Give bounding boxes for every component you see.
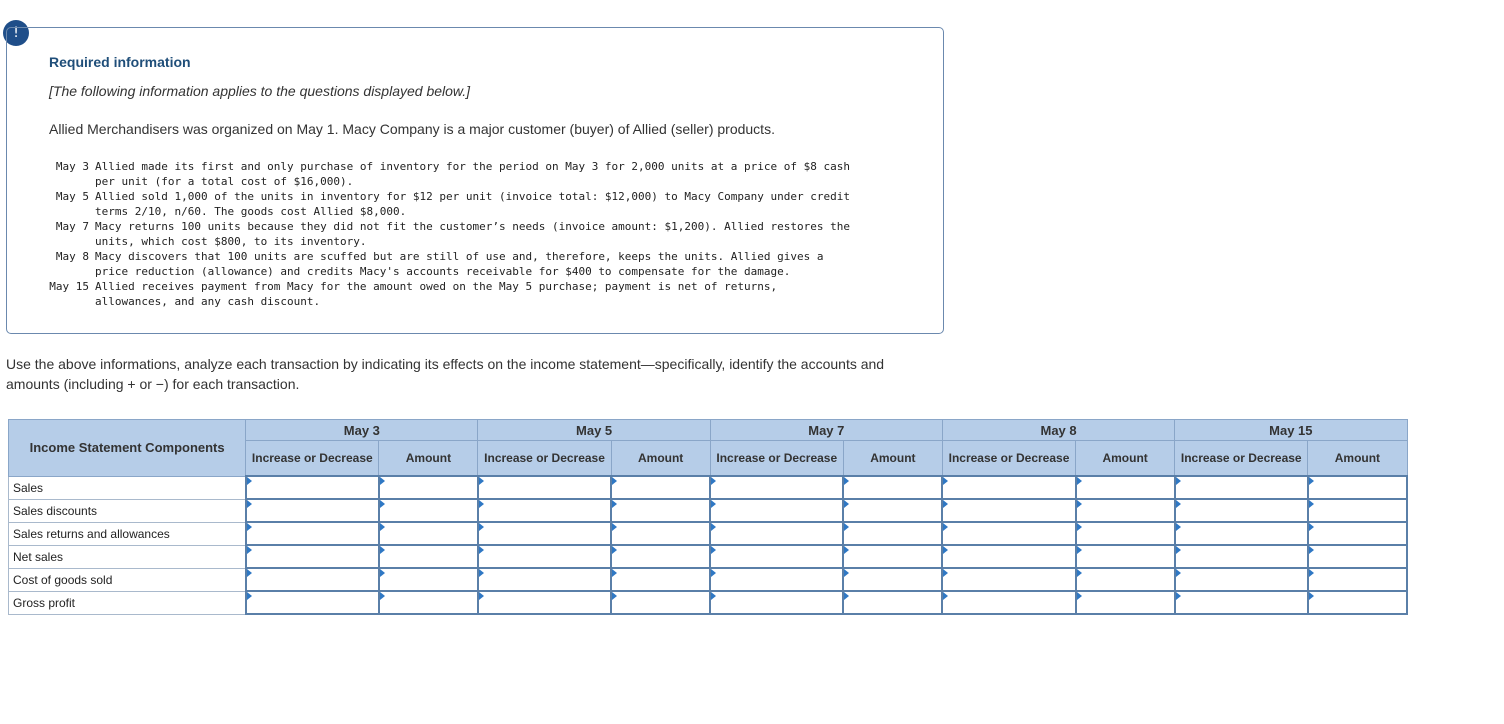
- dropdown-marker-icon: [1176, 477, 1181, 485]
- dropdown-marker-icon: [612, 523, 617, 531]
- row-label: Sales returns and allowances: [9, 522, 246, 545]
- amount-input[interactable]: [612, 547, 709, 566]
- amount-input[interactable]: [380, 570, 477, 589]
- dropdown-marker-icon: [711, 546, 716, 554]
- table-row: [9, 522, 1408, 545]
- dropdown-marker-icon: [943, 546, 948, 554]
- increase-decrease-select-cell[interactable]: [246, 499, 379, 522]
- amount-input-cell[interactable]: [379, 545, 478, 568]
- dropdown-marker-icon: [1309, 523, 1314, 531]
- amount-input[interactable]: [844, 593, 941, 612]
- dropdown-marker-icon: [1309, 477, 1314, 485]
- dropdown-marker-icon: [844, 477, 849, 485]
- increase-decrease-select-cell[interactable]: [1175, 545, 1308, 568]
- dropdown-marker-icon: [943, 592, 948, 600]
- row-label: Sales: [9, 476, 246, 499]
- amount-input[interactable]: [844, 570, 941, 589]
- increase-decrease-select-cell[interactable]: [942, 476, 1075, 499]
- increase-decrease-select[interactable]: [247, 593, 378, 612]
- increase-decrease-select[interactable]: [711, 501, 842, 520]
- dropdown-marker-icon: [612, 592, 617, 600]
- increase-decrease-select-cell[interactable]: [478, 476, 611, 499]
- table-row: [9, 499, 1408, 522]
- increase-decrease-select[interactable]: [1176, 593, 1307, 612]
- amount-input[interactable]: [1077, 593, 1174, 612]
- increase-decrease-select-cell[interactable]: [942, 591, 1075, 614]
- transaction-description-line: price reduction (allowance) and credits Macy's accounts receivable for $400 to compensate for the damage.: [95, 265, 791, 278]
- transaction-item: [49, 219, 909, 249]
- required-information-panel: [6, 27, 944, 334]
- dropdown-marker-icon: [1077, 477, 1082, 485]
- increase-decrease-select-cell[interactable]: [1175, 568, 1308, 591]
- increase-decrease-select-cell[interactable]: [942, 568, 1075, 591]
- amount-input[interactable]: [1309, 478, 1406, 497]
- amount-input-cell[interactable]: [843, 522, 942, 545]
- increase-decrease-select[interactable]: [479, 501, 610, 520]
- transaction-date: May 7: [55, 220, 89, 233]
- amount-header: Amount: [1076, 441, 1175, 477]
- amount-input-cell[interactable]: [843, 499, 942, 522]
- amount-input-cell[interactable]: [843, 545, 942, 568]
- increase-decrease-select-cell[interactable]: [478, 499, 611, 522]
- dropdown-marker-icon: [612, 569, 617, 577]
- transaction-item: [49, 279, 909, 309]
- increase-or-decrease-header: Increase or Decrease: [478, 441, 611, 477]
- increase-decrease-select[interactable]: [711, 524, 842, 543]
- increase-decrease-select[interactable]: [479, 524, 610, 543]
- dropdown-marker-icon: [479, 592, 484, 600]
- amount-input-cell[interactable]: [379, 499, 478, 522]
- amount-input[interactable]: [844, 547, 941, 566]
- row-label: Net sales: [9, 545, 246, 568]
- dropdown-marker-icon: [711, 569, 716, 577]
- dropdown-marker-icon: [943, 569, 948, 577]
- dropdown-marker-icon: [612, 477, 617, 485]
- dropdown-marker-icon: [247, 523, 252, 531]
- amount-input[interactable]: [844, 478, 941, 497]
- amount-input-cell[interactable]: [1308, 476, 1407, 499]
- date-column-header: May 15: [1175, 420, 1407, 441]
- row-label: Sales discounts: [9, 499, 246, 522]
- increase-or-decrease-header: Increase or Decrease: [246, 441, 379, 477]
- dropdown-marker-icon: [247, 546, 252, 554]
- instruction-text: Use the above informations, analyze each transaction by indicating its effects on the income statement—specifically, identify the accounts and amounts (including + or −) for each transaction.: [6, 356, 885, 392]
- amount-input[interactable]: [1309, 570, 1406, 589]
- increase-decrease-select-cell[interactable]: [478, 568, 611, 591]
- amount-input-cell[interactable]: [1076, 545, 1175, 568]
- amount-input[interactable]: [1309, 547, 1406, 566]
- amount-input[interactable]: [612, 478, 709, 497]
- transaction-description: [95, 219, 909, 249]
- amount-input[interactable]: [612, 524, 709, 543]
- increase-decrease-select-cell[interactable]: [710, 568, 843, 591]
- increase-decrease-select[interactable]: [943, 570, 1074, 589]
- dropdown-marker-icon: [380, 592, 385, 600]
- increase-decrease-select[interactable]: [479, 570, 610, 589]
- amount-input-cell[interactable]: [611, 568, 710, 591]
- dropdown-marker-icon: [612, 500, 617, 508]
- table-row: [9, 545, 1408, 568]
- table-row: [9, 568, 1408, 591]
- increase-decrease-select-cell[interactable]: [246, 568, 379, 591]
- table-row: [9, 476, 1408, 499]
- dropdown-marker-icon: [1176, 546, 1181, 554]
- amount-input[interactable]: [1309, 524, 1406, 543]
- dropdown-marker-icon: [247, 592, 252, 600]
- amount-input-cell[interactable]: [843, 591, 942, 614]
- dropdown-marker-icon: [1309, 500, 1314, 508]
- amount-input[interactable]: [380, 593, 477, 612]
- dropdown-marker-icon: [380, 569, 385, 577]
- amount-input-cell[interactable]: [379, 568, 478, 591]
- amount-input-cell[interactable]: [611, 499, 710, 522]
- dropdown-marker-icon: [943, 500, 948, 508]
- increase-decrease-select[interactable]: [943, 478, 1074, 497]
- amount-input-cell[interactable]: [843, 476, 942, 499]
- transaction-description-line: terms 2/10, n/60. The goods cost Allied $8,000.: [95, 205, 407, 218]
- dropdown-marker-icon: [1309, 569, 1314, 577]
- dropdown-marker-icon: [479, 477, 484, 485]
- dropdown-marker-icon: [844, 523, 849, 531]
- transaction-date: May 15: [49, 280, 89, 293]
- required-information-title: Required information: [49, 54, 191, 70]
- increase-decrease-select-cell[interactable]: [942, 499, 1075, 522]
- amount-input[interactable]: [844, 501, 941, 520]
- income-statement-components-header: Income Statement Components: [9, 420, 246, 477]
- transaction-description-line: allowances, and any cash discount.: [95, 295, 321, 308]
- increase-decrease-select-cell[interactable]: [246, 545, 379, 568]
- transaction-item: [49, 249, 909, 279]
- transaction-description-line: units, which cost $800, to its inventory.: [95, 235, 367, 248]
- amount-input-cell[interactable]: [1308, 522, 1407, 545]
- amount-header: Amount: [379, 441, 478, 477]
- dropdown-marker-icon: [380, 546, 385, 554]
- amount-input[interactable]: [380, 501, 477, 520]
- dropdown-marker-icon: [380, 477, 385, 485]
- increase-or-decrease-header: Increase or Decrease: [942, 441, 1075, 477]
- transaction-description-line: Macy returns 100 units because they did not fit the customer’s needs (invoice amount: $1,200). Allied restores the: [95, 220, 850, 233]
- increase-decrease-select[interactable]: [711, 547, 842, 566]
- amount-input[interactable]: [1077, 501, 1174, 520]
- increase-decrease-select-cell[interactable]: [1175, 499, 1308, 522]
- dropdown-marker-icon: [1077, 523, 1082, 531]
- increase-decrease-select-cell[interactable]: [1175, 476, 1308, 499]
- dropdown-marker-icon: [479, 523, 484, 531]
- dropdown-marker-icon: [479, 546, 484, 554]
- dropdown-marker-icon: [711, 592, 716, 600]
- transaction-description-line: Macy discovers that 100 units are scuffed but are still of use and, therefore, keeps the units. Allied gives a: [95, 250, 824, 263]
- amount-input[interactable]: [1077, 570, 1174, 589]
- amount-input[interactable]: [380, 524, 477, 543]
- amount-input-cell[interactable]: [1308, 545, 1407, 568]
- dropdown-marker-icon: [380, 500, 385, 508]
- amount-header: Amount: [611, 441, 710, 477]
- increase-decrease-select[interactable]: [247, 501, 378, 520]
- increase-decrease-select[interactable]: [711, 570, 842, 589]
- increase-decrease-select[interactable]: [1176, 501, 1307, 520]
- amount-input-cell[interactable]: [1076, 476, 1175, 499]
- increase-decrease-select-cell[interactable]: [478, 591, 611, 614]
- increase-decrease-select-cell[interactable]: [710, 545, 843, 568]
- increase-decrease-select-cell[interactable]: [246, 476, 379, 499]
- increase-decrease-select[interactable]: [1176, 547, 1307, 566]
- amount-input-cell[interactable]: [611, 522, 710, 545]
- amount-input-cell[interactable]: [843, 568, 942, 591]
- row-label: Cost of goods sold: [9, 568, 246, 591]
- transaction-date: May 5: [55, 190, 89, 203]
- increase-decrease-select-cell[interactable]: [246, 591, 379, 614]
- dropdown-marker-icon: [1176, 523, 1181, 531]
- dropdown-marker-icon: [380, 523, 385, 531]
- increase-or-decrease-header: Increase or Decrease: [1175, 441, 1308, 477]
- increase-decrease-select[interactable]: [479, 593, 610, 612]
- amount-input[interactable]: [1309, 501, 1406, 520]
- amount-header: Amount: [1308, 441, 1407, 477]
- date-column-header: May 8: [942, 420, 1174, 441]
- row-label: Gross profit: [9, 591, 246, 614]
- increase-decrease-select[interactable]: [943, 501, 1074, 520]
- increase-decrease-select[interactable]: [479, 478, 610, 497]
- transaction-list: [49, 159, 909, 309]
- dropdown-marker-icon: [247, 500, 252, 508]
- amount-input[interactable]: [1077, 478, 1174, 497]
- alert-icon: !: [3, 20, 29, 46]
- transaction-description-line: Allied receives payment from Macy for the amount owed on the May 5 purchase; payment is net of returns,: [95, 280, 778, 293]
- increase-decrease-select-cell[interactable]: [942, 545, 1075, 568]
- dropdown-marker-icon: [1077, 500, 1082, 508]
- table-row: [9, 591, 1408, 614]
- dropdown-marker-icon: [479, 500, 484, 508]
- dropdown-marker-icon: [1077, 546, 1082, 554]
- dropdown-marker-icon: [1176, 592, 1181, 600]
- increase-decrease-select-cell[interactable]: [710, 522, 843, 545]
- dropdown-marker-icon: [1077, 569, 1082, 577]
- transaction-description: [95, 159, 909, 189]
- dropdown-marker-icon: [479, 569, 484, 577]
- transaction-item: [49, 159, 909, 189]
- increase-decrease-select-cell[interactable]: [246, 522, 379, 545]
- transaction-date: May 3: [55, 160, 89, 173]
- income-statement-effects-table: [8, 419, 1408, 615]
- dropdown-marker-icon: [1309, 546, 1314, 554]
- amount-header: Amount: [843, 441, 942, 477]
- increase-decrease-select[interactable]: [1176, 478, 1307, 497]
- amount-input-cell[interactable]: [611, 591, 710, 614]
- dropdown-marker-icon: [844, 592, 849, 600]
- transaction-description: [95, 279, 909, 309]
- dropdown-marker-icon: [711, 477, 716, 485]
- amount-input-cell[interactable]: [611, 545, 710, 568]
- amount-input-cell[interactable]: [1308, 499, 1407, 522]
- amount-input[interactable]: [612, 570, 709, 589]
- dropdown-marker-icon: [1176, 569, 1181, 577]
- amount-input[interactable]: [380, 478, 477, 497]
- dropdown-marker-icon: [1077, 592, 1082, 600]
- amount-input[interactable]: [844, 524, 941, 543]
- dropdown-marker-icon: [1309, 592, 1314, 600]
- amount-input-cell[interactable]: [379, 476, 478, 499]
- transaction-date: May 8: [55, 250, 89, 263]
- dropdown-marker-icon: [711, 500, 716, 508]
- increase-decrease-select[interactable]: [247, 547, 378, 566]
- amount-input-cell[interactable]: [611, 476, 710, 499]
- date-column-header: May 7: [710, 420, 942, 441]
- increase-decrease-select[interactable]: [711, 593, 842, 612]
- transaction-description-line: Allied sold 1,000 of the units in inventory for $12 per unit (invoice total: $12,000) to Macy Company under credit: [95, 190, 850, 203]
- dropdown-marker-icon: [844, 569, 849, 577]
- increase-decrease-select[interactable]: [479, 547, 610, 566]
- dropdown-marker-icon: [943, 523, 948, 531]
- required-information-subtitle: [The following information applies to the questions displayed below.]: [49, 83, 471, 99]
- amount-input-cell[interactable]: [1076, 522, 1175, 545]
- amount-input-cell[interactable]: [1308, 568, 1407, 591]
- amount-input-cell[interactable]: [1076, 568, 1175, 591]
- increase-decrease-select[interactable]: [1176, 570, 1307, 589]
- increase-decrease-select[interactable]: [943, 547, 1074, 566]
- amount-input-cell[interactable]: [1076, 499, 1175, 522]
- transaction-description: [95, 189, 909, 219]
- increase-decrease-select-cell[interactable]: [710, 591, 843, 614]
- transaction-description: [95, 249, 909, 279]
- amount-input[interactable]: [1077, 524, 1174, 543]
- increase-decrease-select-cell[interactable]: [1175, 522, 1308, 545]
- increase-decrease-select-cell[interactable]: [710, 476, 843, 499]
- dropdown-marker-icon: [844, 500, 849, 508]
- increase-decrease-select-cell[interactable]: [710, 499, 843, 522]
- amount-input[interactable]: [612, 593, 709, 612]
- dropdown-marker-icon: [247, 569, 252, 577]
- amount-input[interactable]: [1077, 547, 1174, 566]
- transaction-item: [49, 189, 909, 219]
- dropdown-marker-icon: [247, 477, 252, 485]
- date-column-header: May 5: [478, 420, 710, 441]
- amount-input-cell[interactable]: [379, 522, 478, 545]
- amount-input-cell[interactable]: [379, 591, 478, 614]
- increase-decrease-select-cell[interactable]: [478, 522, 611, 545]
- increase-decrease-select-cell[interactable]: [1175, 591, 1308, 614]
- increase-or-decrease-header: Increase or Decrease: [710, 441, 843, 477]
- amount-input[interactable]: [380, 547, 477, 566]
- dropdown-marker-icon: [844, 546, 849, 554]
- date-column-header: May 3: [246, 420, 478, 441]
- transaction-description-line: Allied made its first and only purchase of inventory for the period on May 3 for 2,000 units at a price of $8 cash: [95, 160, 850, 173]
- dropdown-marker-icon: [1176, 500, 1181, 508]
- increase-decrease-select-cell[interactable]: [942, 522, 1075, 545]
- increase-decrease-select[interactable]: [711, 478, 842, 497]
- transaction-description-line: per unit (for a total cost of $16,000).: [95, 175, 354, 188]
- amount-input[interactable]: [1309, 593, 1406, 612]
- increase-decrease-select[interactable]: [1176, 524, 1307, 543]
- amount-input[interactable]: [612, 501, 709, 520]
- increase-decrease-select[interactable]: [247, 524, 378, 543]
- dropdown-marker-icon: [612, 546, 617, 554]
- dropdown-marker-icon: [943, 477, 948, 485]
- increase-decrease-select[interactable]: [943, 593, 1074, 612]
- increase-decrease-select-cell[interactable]: [478, 545, 611, 568]
- amount-input-cell[interactable]: [1308, 591, 1407, 614]
- company-intro-text: Allied Merchandisers was organized on May 1. Macy Company is a major customer (buyer) of Allied (seller) products.: [49, 121, 775, 137]
- dropdown-marker-icon: [711, 523, 716, 531]
- amount-input-cell[interactable]: [1076, 591, 1175, 614]
- increase-decrease-select[interactable]: [247, 570, 378, 589]
- increase-decrease-select[interactable]: [247, 478, 378, 497]
- increase-decrease-select[interactable]: [943, 524, 1074, 543]
